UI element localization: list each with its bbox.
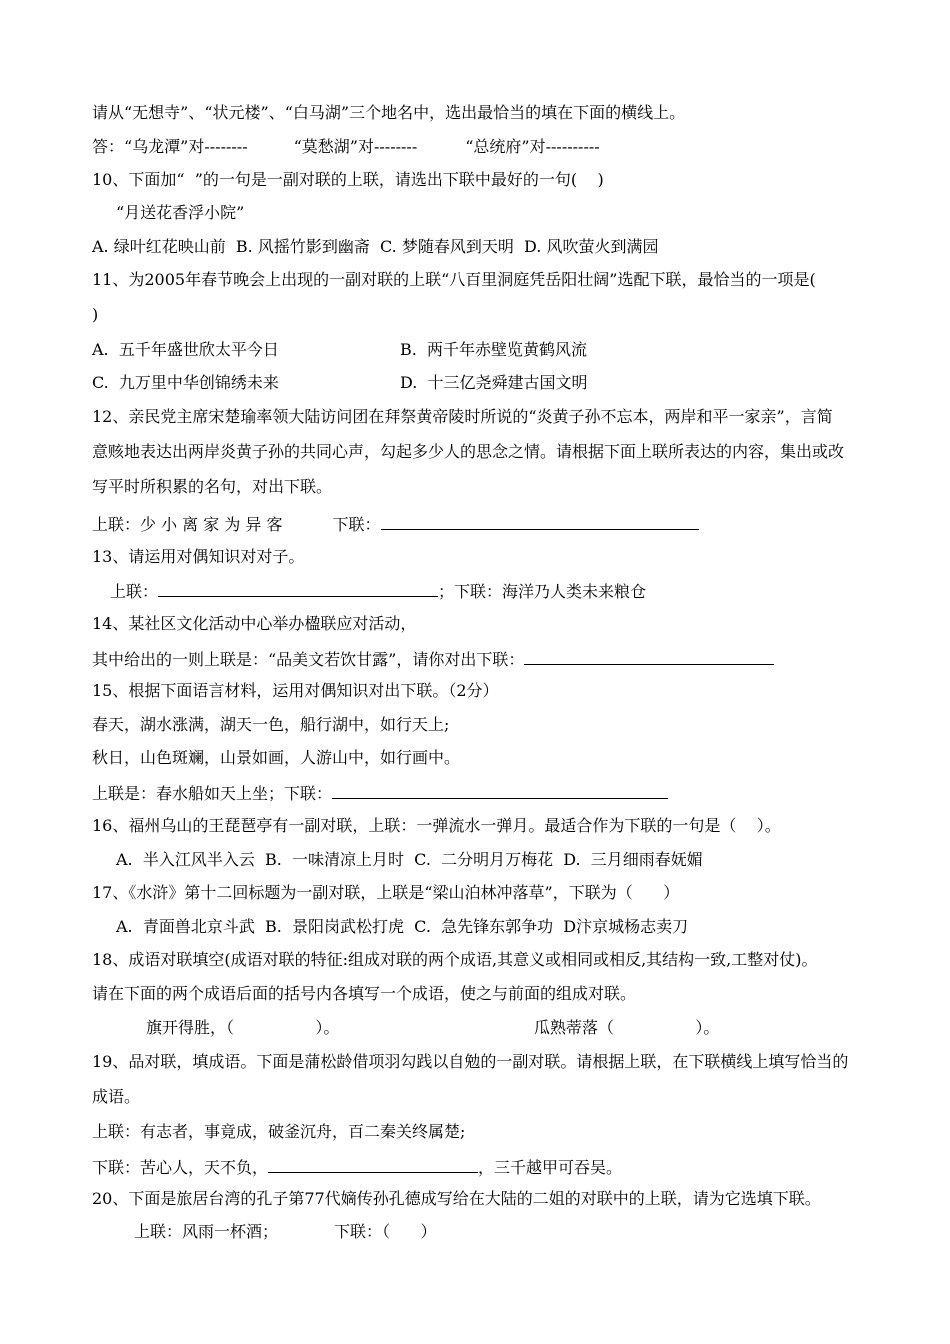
prompt-text: 上联是：春水船如天上坐；下联： xyxy=(92,784,333,803)
couplet-line xyxy=(92,513,699,535)
question-20: 20、下面是旅居台湾的孔子第77代嫡传孙孔德成写给在大陆的二姐的对联中的上联，请为它选填下联。 xyxy=(92,1189,821,1208)
upper-couplet: 上联：有志者，事竟成，破釜沉舟，百二秦关终属楚; xyxy=(92,1122,466,1141)
question-13: 13、请运用对偶知识对对子。 xyxy=(92,547,305,566)
text-line: 请在下面的两个成语后面的括号内各填写一个成语，使之与前面的组成对联。 xyxy=(92,984,637,1003)
answer-blank[interactable] xyxy=(381,513,699,530)
idiom-blank-1: 旗开得胜，（ ）。 xyxy=(146,1018,340,1037)
couplet-line xyxy=(92,1156,622,1178)
lower-couplet-label: 下联： xyxy=(332,515,381,534)
question-15: 15、根据下面语言材料，运用对偶知识对出下联。（2分） xyxy=(92,681,499,700)
option-d: D. 十三亿尧舜建古国文明 xyxy=(400,373,588,392)
idiom-blank-2: 瓜熟蒂落（ ）。 xyxy=(534,1018,720,1037)
question-18: 18、成语对联填空(成语对联的特征:组成对联的两个成语,其意义或相同或相反,其结构一致,工整对仗)。 xyxy=(92,950,818,969)
text-line xyxy=(92,648,774,670)
question-16: 16、福州乌山的王琵琶亭有一副对联，上联：一弹流水一弹月。最适合作为下联的一句是（ ）。 xyxy=(92,816,781,835)
text-line: 写平时所积累的名句，对出下联。 xyxy=(92,477,333,496)
answer-blank[interactable] xyxy=(268,1156,478,1173)
options-line: A. 青面兽北京斗武 B. 景阳岗武松打虎 C. 急先锋东郭争功 D汴京城杨志卖刀 xyxy=(116,917,689,936)
text-line: 意赅地表达出两岸炎黄子孙的共同心声，勾起多少人的思念之情。请根据下面上联所表达的内容，集出或改 xyxy=(92,442,845,461)
text-line: 请从“无想寺”、“状元楼”、“白马湖”三个地名中，选出最恰当的填在下面的横线上。 xyxy=(92,103,686,122)
lower-couplet-label: 下联：苦心人，天不负， xyxy=(92,1158,269,1177)
option-a: A. 五千年盛世欣太平今日 xyxy=(92,340,279,359)
question-17: 17、《水浒》第十二回标题为一副对联，上联是“梁山泊林冲落草”，下联为（ ） xyxy=(92,883,680,902)
upper-couplet: 上联：风雨一杯酒； xyxy=(134,1222,279,1241)
question-14: 14、某社区文化活动中心举办楹联应对活动， xyxy=(92,614,417,633)
answer-part-1: 答：“乌龙潭”对-------- xyxy=(92,137,248,156)
answer-blank[interactable] xyxy=(158,580,438,597)
answer-blank[interactable] xyxy=(524,648,774,665)
prompt-text: 其中给出的一则上联是：“品美文若饮甘露”，请你对出下联： xyxy=(92,650,525,669)
options-line: A. 绿叶红花映山前 B. 风摇竹影到幽斋 C. 梦随春风到天明 D. 风吹萤火到满园 xyxy=(92,237,659,256)
couplet-line xyxy=(110,580,646,602)
question-11: 11、为2005年春节晚会上出现的一副对联的上联“八百里洞庭凭岳阳壮阔”选配下联，最恰当的一项是( xyxy=(92,270,816,289)
answer-blank[interactable] xyxy=(332,782,668,799)
upper-couplet-label: 上联： xyxy=(110,582,159,601)
upper-couplet: 上联：少 小 离 家 为 异 客 xyxy=(92,515,283,534)
question-12: 12、亲民党主席宋楚瑜率领大陆访问团在拜祭黄帝陵时所说的“炎黄子孙不忘本，两岸和平一家亲”，言简 xyxy=(92,407,833,426)
option-c: C. 九万里中华创锦绣未来 xyxy=(92,373,279,392)
lower-couplet-rest: ，三千越甲可吞吴。 xyxy=(478,1158,623,1177)
text-line: 秋日，山色斑斓，山景如画，人游山中，如行画中。 xyxy=(92,748,461,767)
text-line: 成语。 xyxy=(92,1087,141,1106)
text-line: “月送花香浮小院” xyxy=(116,203,245,222)
question-10: 10、下面加“ ”的一句是一副对联的上联，请选出下联中最好的一句( ) xyxy=(92,170,604,189)
question-19: 19、品对联，填成语。下面是蒲松龄借项羽勾践以自勉的一副对联。请根据上联，在下联横线上填写恰当的 xyxy=(92,1052,849,1071)
couplet-line xyxy=(92,782,668,804)
answer-part-3: “总统府”对---------- xyxy=(465,137,600,156)
answer-part-2: “莫愁湖”对-------- xyxy=(293,137,418,156)
lower-couplet: 下联：（ ） xyxy=(334,1222,437,1241)
options-line: A. 半入江风半入云 B. 一味清凉上月时 C. 二分明月万梅花 D. 三月细雨春妩媚 xyxy=(116,850,703,869)
lower-couplet: ；下联：海洋乃人类未来粮仓 xyxy=(438,582,647,601)
text-line: ) xyxy=(92,305,99,324)
text-line: 春天，湖水涨满，湖天一色，船行湖中，如行天上; xyxy=(92,715,450,734)
answer-line xyxy=(92,137,600,157)
option-b: B. 两千年赤壁览黄鹤风流 xyxy=(400,340,588,359)
